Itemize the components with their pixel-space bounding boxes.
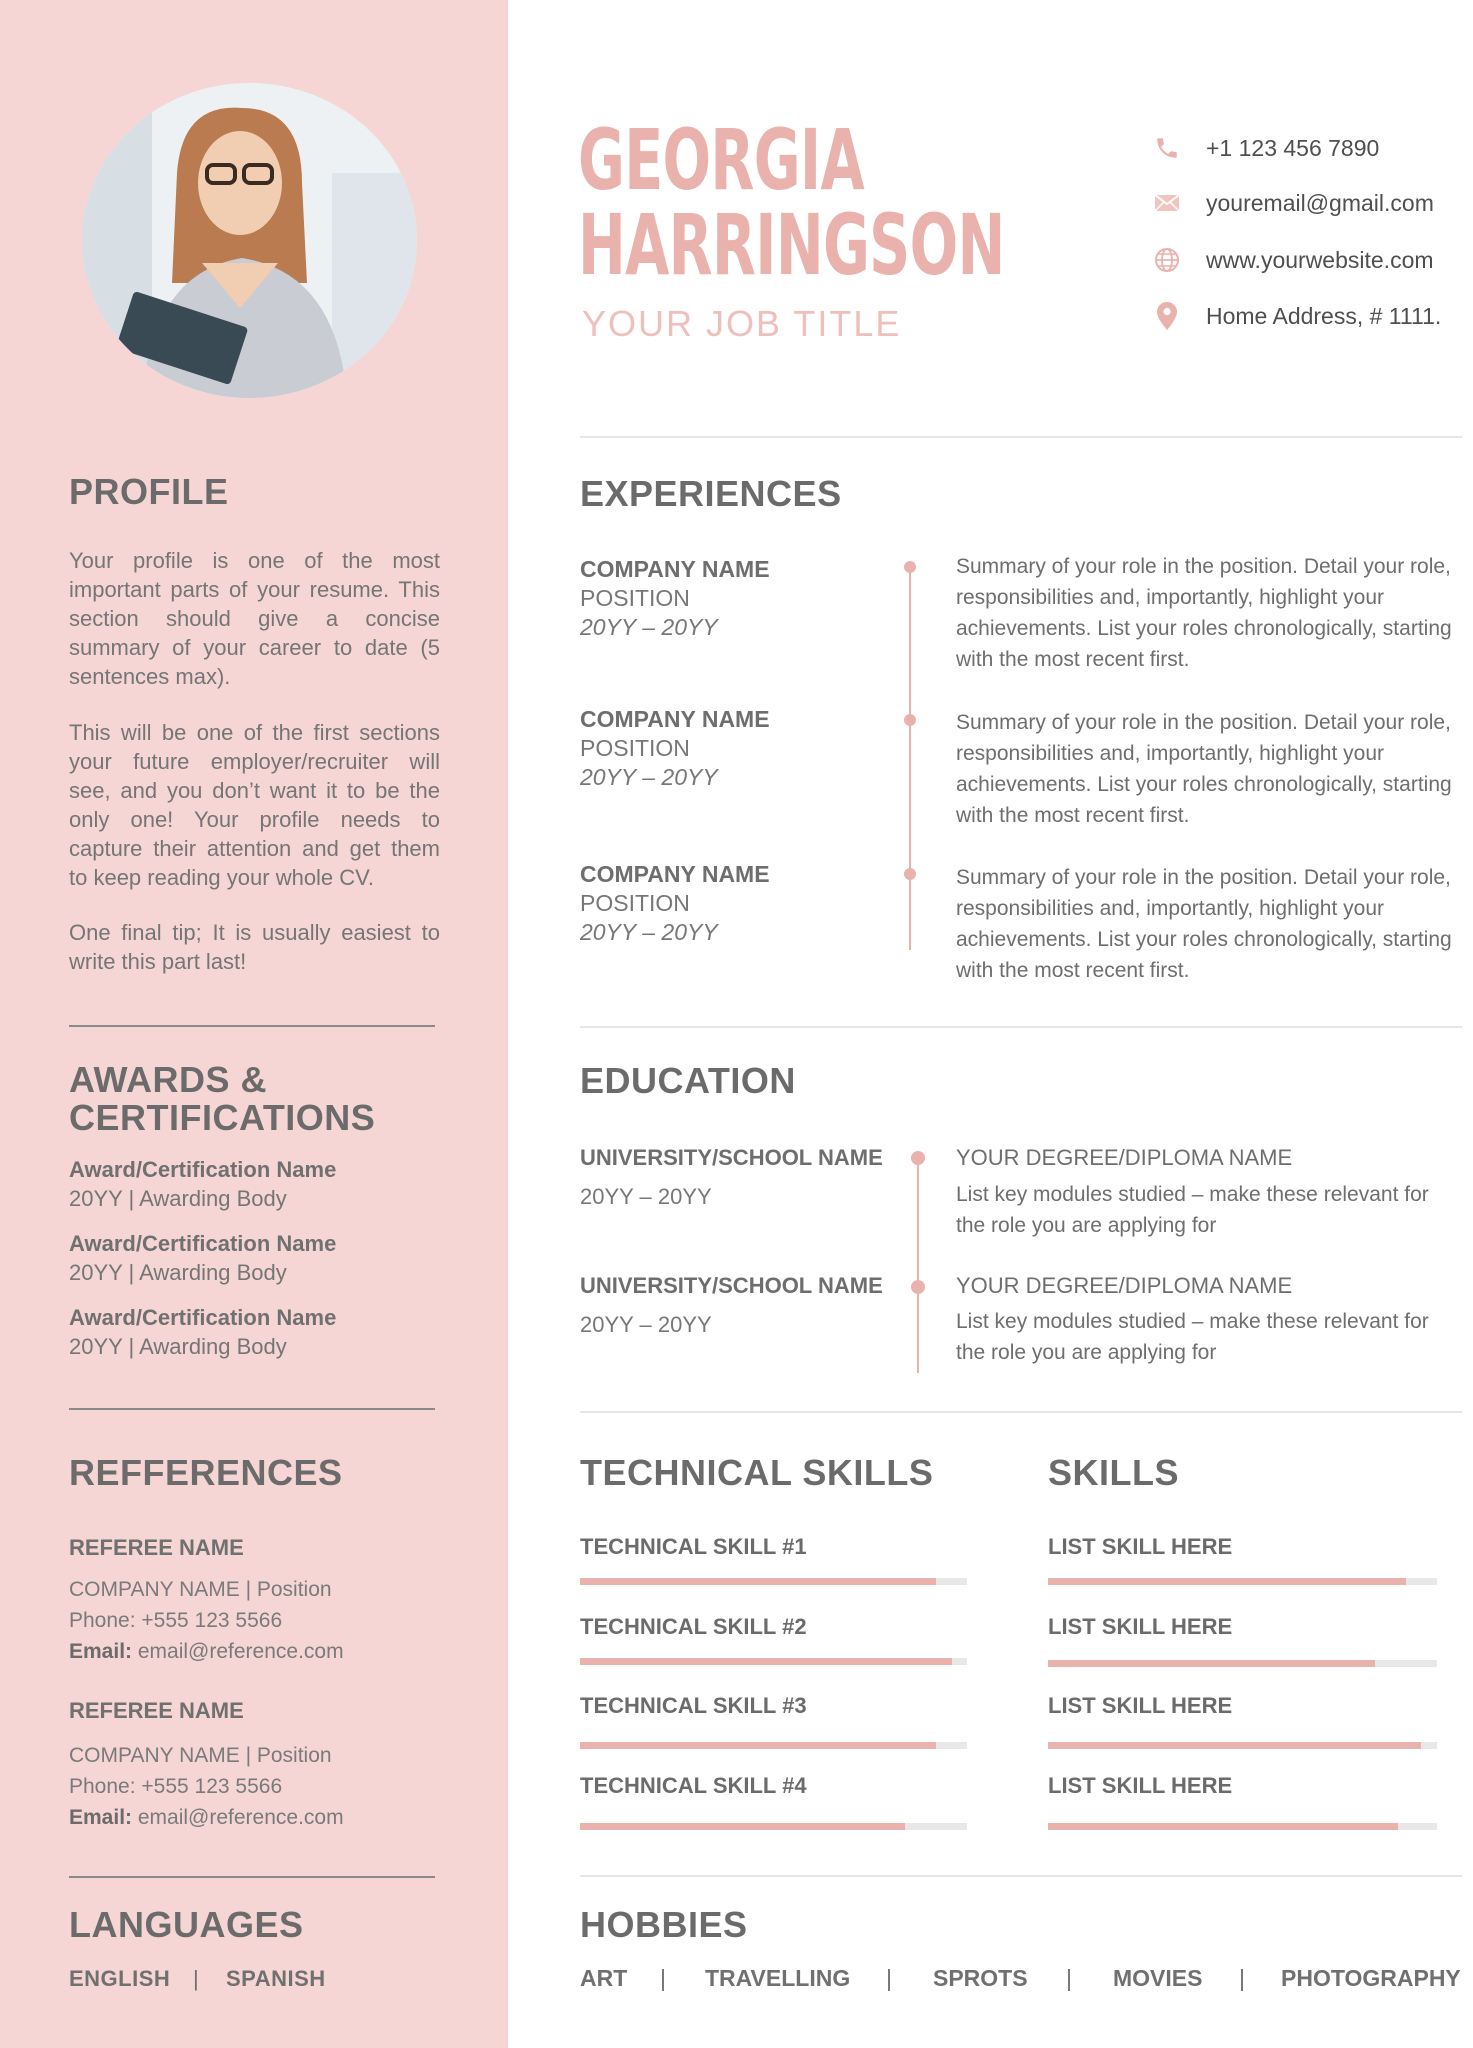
- school-name: UNIVERSITY/SCHOOL NAME: [580, 1145, 883, 1170]
- timeline-dot: [904, 561, 916, 573]
- technical-skill-label: TECHNICAL SKILL #1: [580, 1534, 807, 1559]
- referee-email: [69, 1806, 344, 1830]
- timeline-dot: [904, 714, 916, 726]
- divider: [580, 436, 1462, 438]
- experience-summary: Summary of your role in the position. Detail your role, responsibilities and, importantly, highlight your achievements. List your roles chronologically, starting with the most recent first.: [956, 866, 1452, 982]
- referee-phone: Phone: +555 123 5566: [69, 1775, 283, 1798]
- award-name: Award/Certification Name: [69, 1157, 337, 1182]
- bar-fill: [1048, 1823, 1398, 1830]
- education-heading: EDUCATION: [580, 1060, 796, 1101]
- hobbies-heading: HOBBIES: [580, 1904, 748, 1945]
- email-label: Email:: [69, 1806, 133, 1829]
- references-heading: REFFERENCES: [69, 1452, 343, 1493]
- address-text: Home Address, # 1111.: [1206, 302, 1442, 329]
- hobby-item: MOVIES: [1113, 1965, 1203, 1991]
- experience-summary: Summary of your role in the position. Detail your role, responsibilities and, importantly, highlight your achievements. List your roles chronologically, starting with the most recent first.: [956, 555, 1452, 671]
- skill-bar: [1048, 1823, 1437, 1830]
- award-detail: 20YY | Awarding Body: [69, 1334, 287, 1359]
- language-item: SPANISH: [226, 1966, 326, 1991]
- school-name: UNIVERSITY/SCHOOL NAME: [580, 1273, 883, 1298]
- email-value: email@reference.com: [137, 1806, 344, 1829]
- profile-paragraph: This will be one of the first sections your future employer/recruiter will see, and you don’t want it to be the only one! Your profile needs to capture their attention and get them to keep reading your whole CV.: [69, 720, 440, 890]
- contact-phone: [1150, 131, 1379, 165]
- award-detail: 20YY | Awarding Body: [69, 1260, 287, 1285]
- timeline-dot: [911, 1151, 925, 1165]
- referee-name: REFEREE NAME: [69, 1698, 244, 1723]
- technical-skill-label: TECHNICAL SKILL #3: [580, 1693, 807, 1718]
- education-dates: 20YY – 20YY: [580, 1184, 712, 1209]
- skill-label: LIST SKILL HERE: [1048, 1534, 1233, 1559]
- technical-skill-bar: [580, 1658, 967, 1665]
- bar-fill: [1048, 1660, 1375, 1667]
- job-title: YOUR JOB TITLE: [582, 303, 902, 344]
- referee-company: COMPANY NAME | Position: [69, 1578, 332, 1601]
- technical-skills-heading: TECHNICAL SKILLS: [580, 1452, 934, 1493]
- awards-heading-line: CERTIFICATIONS: [69, 1096, 376, 1138]
- skill-label: LIST SKILL HERE: [1048, 1614, 1233, 1639]
- technical-skill-bar: [580, 1823, 967, 1830]
- location-pin-icon: [1150, 299, 1184, 333]
- profile-paragraph: One final tip; It is usually easiest to write this part last!: [69, 920, 440, 974]
- hobby-item: PHOTOGRAPHY: [1281, 1965, 1461, 1991]
- position: POSITION: [580, 735, 690, 761]
- degree-name: YOUR DEGREE/DIPLOMA NAME: [956, 1273, 1293, 1298]
- divider: [580, 1026, 1462, 1028]
- divider: [69, 1025, 435, 1027]
- profile-paragraph: Your profile is one of the most important parts of your resume. This section should give a concise summary of your career to date (5 sentences max).: [69, 548, 440, 689]
- hobby-item: ART: [580, 1965, 628, 1991]
- profile-heading: PROFILE: [69, 471, 229, 512]
- company-name: COMPANY NAME: [580, 556, 770, 582]
- technical-skill-bar: [580, 1578, 967, 1585]
- position: POSITION: [580, 890, 690, 916]
- bar-fill: [580, 1742, 936, 1749]
- first-name: GEORGIA: [578, 111, 865, 209]
- separator: |: [886, 1965, 892, 1991]
- separator: |: [1239, 1965, 1245, 1991]
- last-name: HARRINGSON: [578, 196, 1005, 294]
- timeline-line: [917, 1158, 919, 1373]
- language-item: ENGLISH: [69, 1966, 171, 1991]
- mail-icon: [1150, 186, 1184, 220]
- separator: |: [660, 1965, 666, 1991]
- bar-fill: [1048, 1742, 1421, 1749]
- referee-company: COMPANY NAME | Position: [69, 1744, 332, 1767]
- award-name: Award/Certification Name: [69, 1305, 337, 1330]
- timeline-line: [909, 567, 911, 950]
- divider: [580, 1411, 1462, 1413]
- technical-skill-label: TECHNICAL SKILL #2: [580, 1614, 807, 1639]
- position: POSITION: [580, 585, 690, 611]
- education-description: List key modules studied – make these relevant for the role you are applying for: [956, 1183, 1429, 1237]
- award-detail: 20YY | Awarding Body: [69, 1186, 287, 1211]
- skill-label: LIST SKILL HERE: [1048, 1693, 1233, 1718]
- hobby-item: TRAVELLING: [705, 1965, 851, 1991]
- experience-dates: 20YY – 20YY: [580, 614, 718, 640]
- website-text: www.yourwebsite.com: [1206, 246, 1434, 273]
- referee-phone: Phone: +555 123 5566: [69, 1609, 283, 1632]
- bar-fill: [1048, 1578, 1406, 1585]
- experience-summary: Summary of your role in the position. Detail your role, responsibilities and, importantly, highlight your achievements. List your roles chronologically, starting with the most recent first.: [956, 711, 1452, 827]
- email-value: email@reference.com: [137, 1640, 344, 1663]
- bar-fill: [580, 1658, 952, 1665]
- phone-icon: [1150, 131, 1184, 165]
- education-dates: 20YY – 20YY: [580, 1312, 712, 1337]
- globe-icon: [1150, 243, 1184, 277]
- contact-address: [1150, 299, 1441, 333]
- contact-website: [1150, 243, 1434, 277]
- technical-skill-label: TECHNICAL SKILL #4: [580, 1773, 807, 1798]
- skill-bar: [1048, 1578, 1437, 1585]
- technical-skill-bar: [580, 1742, 967, 1749]
- awards-heading: [69, 1061, 375, 1137]
- degree-name: YOUR DEGREE/DIPLOMA NAME: [956, 1145, 1293, 1170]
- divider: [69, 1408, 435, 1410]
- timeline-dot: [904, 868, 916, 880]
- email-text: youremail@gmail.com: [1206, 189, 1434, 216]
- bar-fill: [580, 1823, 905, 1830]
- phone-text: +1 123 456 7890: [1206, 134, 1380, 161]
- skill-bar: [1048, 1660, 1437, 1667]
- divider: [69, 1876, 435, 1878]
- email-label: Email:: [69, 1640, 133, 1663]
- profile-photo: [82, 83, 417, 398]
- hobby-item: SPROTS: [933, 1965, 1028, 1991]
- bar-fill: [580, 1578, 936, 1585]
- company-name: COMPANY NAME: [580, 706, 770, 732]
- awards-heading-line: AWARDS &: [69, 1059, 268, 1100]
- company-name: COMPANY NAME: [580, 861, 770, 887]
- award-name: Award/Certification Name: [69, 1231, 337, 1256]
- referee-email: [69, 1640, 344, 1664]
- experiences-heading: EXPERIENCES: [580, 473, 842, 514]
- skill-bar: [1048, 1742, 1437, 1749]
- referee-name: REFEREE NAME: [69, 1535, 244, 1560]
- languages-heading: LANGUAGES: [69, 1904, 304, 1945]
- experience-dates: 20YY – 20YY: [580, 919, 718, 945]
- separator: |: [1066, 1965, 1072, 1991]
- timeline-dot: [911, 1280, 925, 1294]
- divider: [580, 1875, 1462, 1877]
- education-description: List key modules studied – make these relevant for the role you are applying for: [956, 1310, 1429, 1364]
- experience-dates: 20YY – 20YY: [580, 764, 718, 790]
- skill-label: LIST SKILL HERE: [1048, 1773, 1233, 1798]
- separator: |: [193, 1966, 200, 1991]
- skills-heading: SKILLS: [1048, 1452, 1180, 1493]
- contact-email: [1150, 186, 1434, 220]
